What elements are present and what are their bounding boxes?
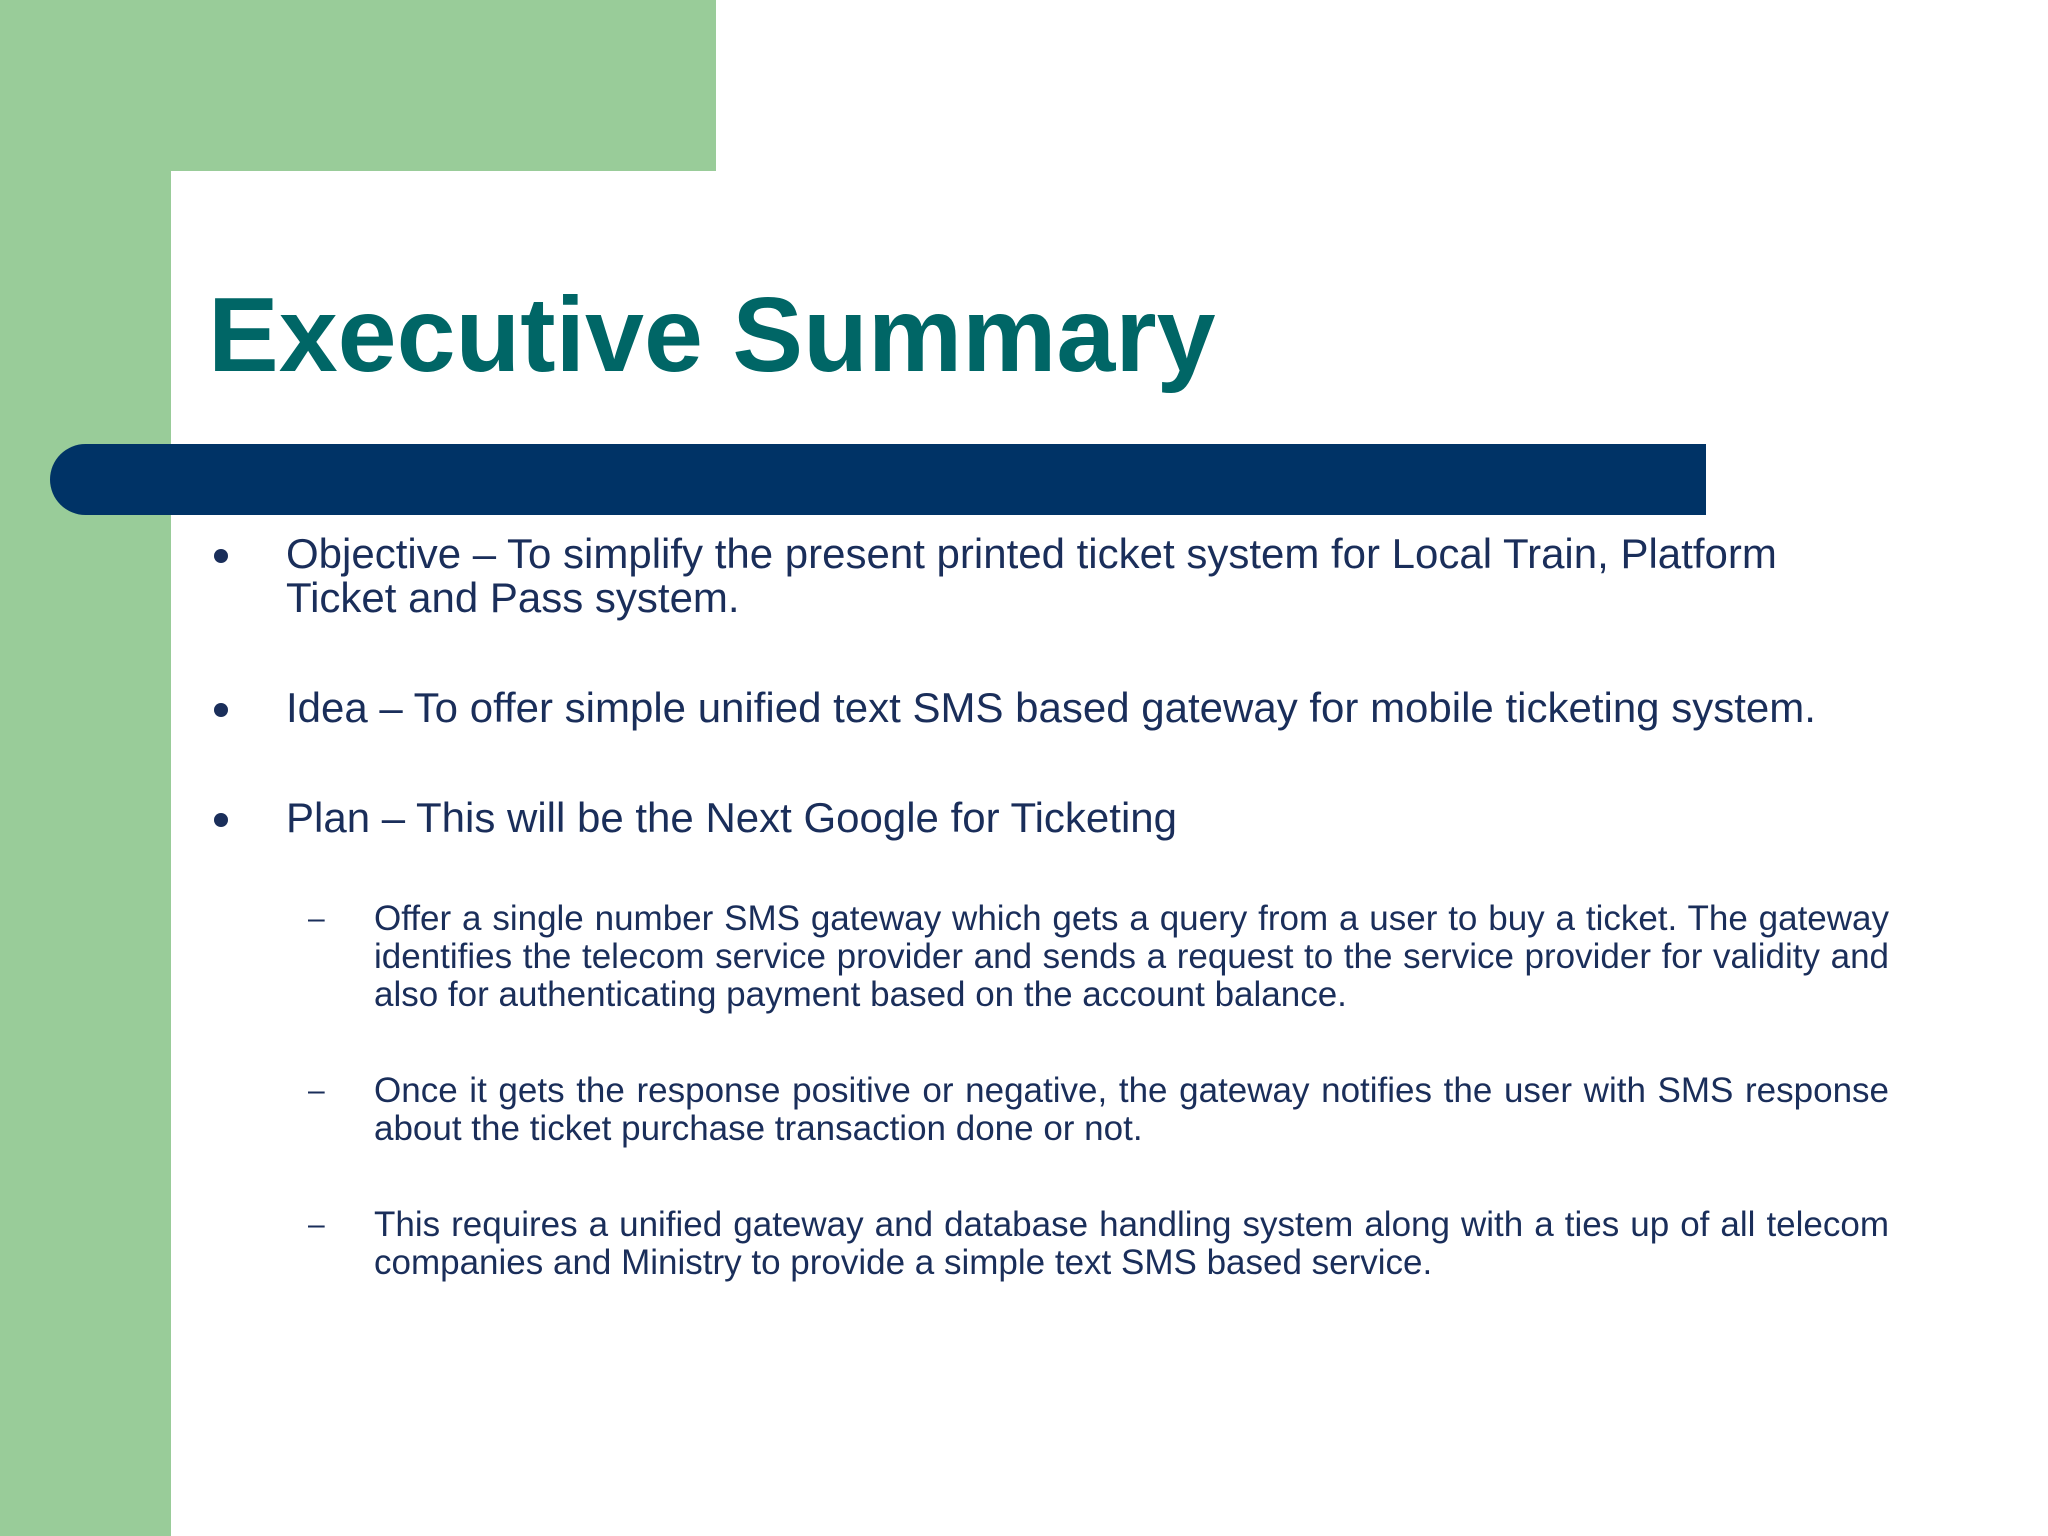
title-underline-bar [50, 444, 1706, 515]
left-green-band [0, 0, 171, 1536]
top-green-block [0, 0, 716, 171]
sub-bullet-requirements [308, 1205, 1889, 1282]
sub-bullet-text: Offer a single number SMS gateway which gets a query from a user to buy a ticket. The gateway identifies the telecom service provider and sends a request to the service provider for validity and also for authenticating payment based on the account balance. [374, 899, 1889, 1014]
dash-marker: – [308, 1208, 325, 1241]
bullet-dot-icon [214, 813, 228, 827]
bullet-plan [208, 796, 1894, 840]
bullet-dot-icon [214, 703, 228, 717]
sub-bullet-text: This requires a unified gateway and database handling system along with a ties up of all telecom companies and Ministry to provide a simple text SMS based service. [374, 1205, 1889, 1282]
sub-bullet-gateway [308, 899, 1889, 1014]
dash-marker: – [308, 1074, 325, 1107]
dash-marker: – [308, 902, 325, 935]
bullet-text: Objective – To simplify the present printed ticket system for Local Train, Platform Ticket and Pass system. [286, 530, 1777, 621]
sub-bullet-response [308, 1071, 1889, 1148]
bullet-dot-icon [214, 549, 228, 563]
bullet-text: Idea – To offer simple unified text SMS based gateway for mobile ticketing system. [286, 684, 1816, 731]
slide-body [208, 532, 1894, 1340]
bullet-idea [208, 686, 1894, 730]
sub-bullet-text: Once it gets the response positive or negative, the gateway notifies the user with SMS response about the ticket purchase transaction done or not. [374, 1071, 1889, 1148]
bullet-text: Plan – This will be the Next Google for Ticketing [286, 794, 1178, 841]
slide-title: Executive Summary [208, 276, 1216, 394]
bullet-objective [208, 532, 1894, 620]
